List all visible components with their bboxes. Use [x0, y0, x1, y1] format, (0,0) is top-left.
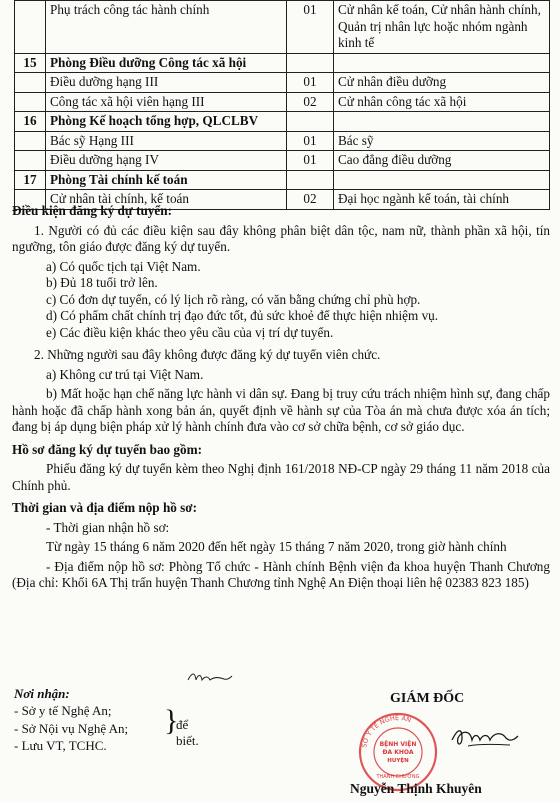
recipients-block: [14, 686, 199, 755]
row-requirement: Cử nhân công tác xã hội: [334, 92, 550, 112]
dossier-heading: Hồ sơ đăng ký dự tuyển bao gồm:: [12, 441, 202, 457]
signature-area: [0, 686, 560, 802]
row-name: Điều dưỡng hạng IV: [46, 151, 287, 171]
svg-text:SỞ Y TẾ NGHỆ AN: SỞ Y TẾ NGHỆ AN: [360, 713, 413, 749]
handwritten-signature: [448, 724, 520, 752]
conditions-paragraph-1: 1. Người có đủ các điều kiện sau đây không phân biệt dân tộc, nam nữ, thành phần xã hội, tín ngưỡng, tôn giáo được đăng ký dự tuyển.: [12, 222, 550, 254]
row-number: [15, 1, 46, 54]
row-name: Phòng Kế hoạch tổng hợp, QLCLBV: [46, 112, 287, 132]
svg-text:ĐA KHOA: ĐA KHOA: [382, 749, 414, 756]
conditions-paragraph-2: 2. Những người sau đây không được đăng ký dự tuyển viên chức.: [34, 347, 381, 362]
row-requirement: Đại học ngành kế toán, tài chính: [334, 190, 550, 210]
condition-a: a) Có quốc tịch tại Việt Nam.: [46, 258, 201, 274]
row-name: Phòng Tài chính kế toán: [46, 170, 287, 190]
exclusion-a: a) Không cư trú tại Việt Nam.: [46, 366, 204, 382]
recipients-title: Nơi nhận:: [14, 686, 70, 701]
exclusion-b: b) Mất hoặc hạn chế năng lực hành vi dân sự. Đang bị truy cứu trách nhiệm hình sự, đang chấp hành hoặc đã chấp hành xong bản án, quyết định về hành sự của Tòa án mà chưa được xóa án tích; đang bị áp dụng biện pháp xử lý hành chính đưa vào cơ sở chữa bệnh, cơ sở giáo dục.: [12, 386, 550, 434]
time-text: Từ ngày 15 tháng 6 năm 2020 đến hết ngày 15 tháng 7 năm 2020, trong giờ hành chính: [46, 539, 507, 554]
row-quantity: 01: [287, 131, 334, 151]
row-name: Điều dưỡng hạng III: [46, 73, 287, 93]
signer-name: Nguyễn Thịnh Khuyên: [350, 781, 482, 796]
row-name: Cử nhân tài chính, kế toán: [46, 190, 287, 210]
position-row: [15, 92, 550, 112]
position-row: [15, 1, 550, 54]
row-quantity: 02: [287, 92, 334, 112]
position-row: [15, 73, 550, 93]
condition-e: e) Các điều kiện khác theo yêu cầu của vị trí dự tuyển.: [46, 324, 334, 340]
recipient-item: - Sở Nội vụ Nghệ An;: [14, 720, 129, 736]
row-number: [15, 92, 46, 112]
condition-d: d) Có phẩm chất chính trị đạo đức tốt, đủ sức khoẻ để thực hiện nhiệm vụ.: [46, 308, 439, 323]
row-name: Công tác xã hội viên hạng III: [46, 92, 287, 112]
row-name: Bác sỹ Hạng III: [46, 131, 287, 151]
recipient-item: - Sở y tế Nghệ An;: [14, 703, 112, 719]
recipients-brace: }: [164, 704, 179, 737]
row-requirement: [334, 53, 550, 73]
row-quantity: [287, 53, 334, 73]
row-name: Phòng Điều dưỡng Công tác xã hội: [46, 53, 287, 73]
row-number: [15, 73, 46, 93]
row-requirement: Bác sỹ: [334, 131, 550, 151]
row-quantity: [287, 112, 334, 132]
svg-text:BỆNH VIỆN: BỆNH VIỆN: [379, 741, 417, 748]
svg-text:HUYỆN: HUYỆN: [387, 758, 409, 764]
department-row: [15, 170, 550, 190]
row-requirement: Cử nhân điều dưỡng: [334, 73, 550, 93]
recipients-note: để biết.: [176, 717, 199, 749]
condition-b: b) Đủ 18 tuổi trở lên.: [46, 275, 158, 290]
row-quantity: 01: [287, 151, 334, 171]
director-title: GIÁM ĐỐC: [390, 691, 465, 706]
row-quantity: 01: [287, 73, 334, 93]
row-requirement: [334, 170, 550, 190]
dossier-text: Phiếu đăng ký dự tuyển kèm theo Nghị định 161/2018 NĐ-CP ngày 29 tháng 11 năm 2018 của Chính phủ.: [12, 461, 550, 493]
position-row: [15, 151, 550, 171]
time-place-heading: Thời gian và địa điểm nộp hồ sơ:: [12, 500, 197, 515]
row-quantity: 02: [287, 190, 334, 210]
positions-table: [14, 0, 550, 210]
row-requirement: Cao đẳng điều dưỡng: [334, 151, 550, 171]
row-number: 15: [15, 53, 46, 73]
row-quantity: [287, 170, 334, 190]
conditions-heading: Điều kiện đăng ký dự tuyển:: [12, 203, 172, 218]
row-name: Phụ trách công tác hành chính: [46, 1, 287, 54]
department-row: [15, 53, 550, 73]
position-row: [15, 131, 550, 151]
row-requirement: [334, 112, 550, 132]
row-number: [15, 131, 46, 151]
official-stamp: [352, 706, 444, 792]
initial-scribble: [186, 668, 234, 686]
row-number: 16: [15, 112, 46, 132]
place-text: - Địa điểm nộp hồ sơ: Phòng Tổ chức - Hành chính Bệnh viện đa khoa huyện Thanh Chương (Địa chỉ: Khối 6A Thị trấn huyện Thanh Chương tỉnh Nghệ An Điện thoại liên hệ 02383 823 185): [12, 558, 550, 590]
document-body: [12, 203, 550, 592]
recipient-item: - Lưu VT, TCHC.: [14, 737, 107, 753]
row-requirement: Cử nhân kế toán, Cử nhân hành chính, Quản trị nhân lực hoặc nhóm ngành kinh tế: [334, 1, 550, 54]
time-label: - Thời gian nhận hồ sơ:: [46, 519, 170, 535]
svg-text:THANH CHƯƠNG: THANH CHƯƠNG: [376, 774, 420, 780]
row-number: [15, 151, 46, 171]
department-row: [15, 112, 550, 132]
condition-c: c) Có đơn dự tuyển, có lý lịch rõ ràng, có văn bằng chứng chỉ phù hợp.: [46, 291, 421, 307]
row-quantity: 01: [287, 1, 334, 54]
row-number: 17: [15, 170, 46, 190]
